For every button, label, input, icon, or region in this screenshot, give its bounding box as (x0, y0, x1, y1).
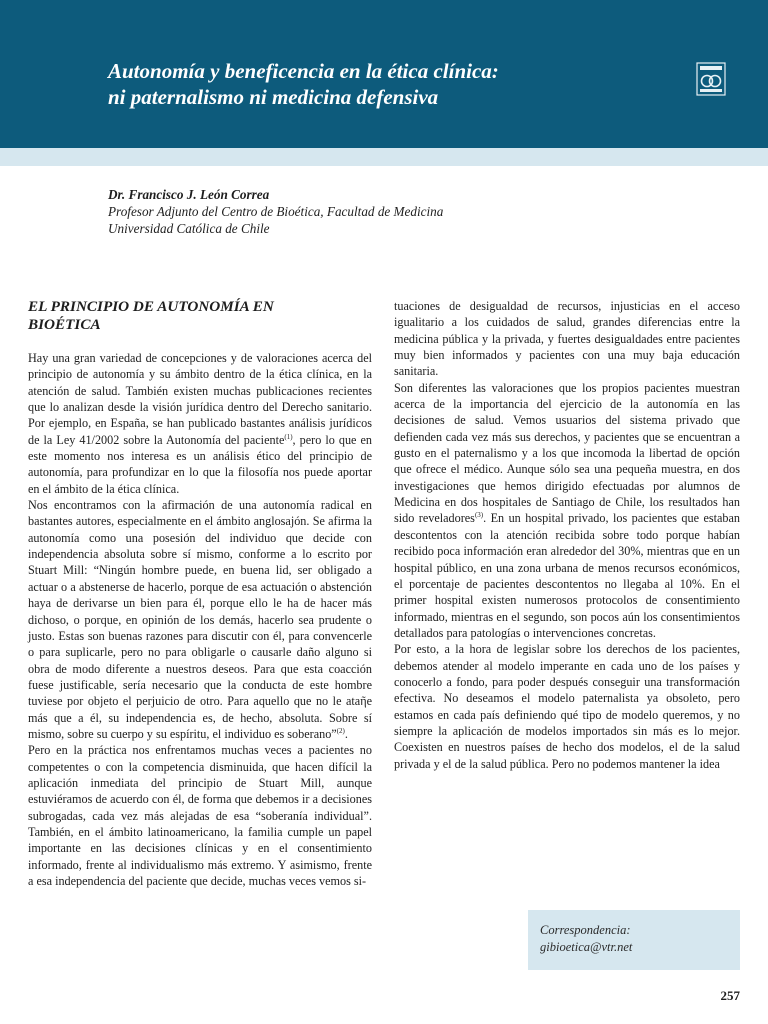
section-title-line-2: BIOÉTICA (28, 316, 101, 333)
author-block (108, 186, 668, 237)
paragraph-text: , pero lo que en este momento nos interesa es un análisis ético del principio de autonomía, para profundizar en lo que la filosofía nos puede aportar en el ámbito de la ética clínica. (28, 432, 372, 496)
article-title (108, 58, 668, 110)
author-name: Dr. Francisco J. León Correa (108, 187, 270, 202)
correspondence-email[interactable]: gibioetica@vtr.net (540, 940, 633, 954)
paragraph (28, 350, 372, 497)
article-title-line-2: ni paternalismo ni medicina defensiva (108, 85, 439, 109)
paragraph: Pero en la práctica nos enfrentamos muchas veces a pacientes no competentes o con la competencia disminuida, que hacen difícil la aplicación inmediata del principio de Stuart Mill, aunque estuviéramos de acuerdo con él, de forma que debemos ir a decisiones subrogadas, cada vez más alejadas de esa “soberanía individual”. También, en el ámbito latinoamericano, la familia cumple un papel importante en las decisiones clínicas y en el consentimiento informado, frente al individualismo más extremo. Y asimismo, frente a esa independencia del paciente que decide, muchas veces vemos si- (28, 743, 372, 888)
author-institution: Universidad Católica de Chile (108, 221, 270, 236)
reference-marker: (2) (336, 726, 345, 735)
header-strip (0, 148, 768, 166)
page-number: 257 (720, 988, 740, 1003)
section-title-line-1: EL PRINCIPIO DE AUTONOMÍA EN (28, 298, 274, 315)
paragraph: Por esto, a la hora de legislar sobre los derechos de los pacientes, debemos atender al modelo imperante en cada uno de los países y conocerlo a fondo, para poder después conseguir una transformación efectiva. No deseamos el modelo paternalista ya obsoleto, pero estamos en cada país definiendo qué tipo de modelo queremos, y no siempre la aplicación de modelos importados sin más es lo mejor. Coexisten en nuestros países de hecho dos modelos, el de la salud privada y el de la salud pública. Pero no podemos mantener la idea (394, 642, 740, 771)
paragraph (394, 380, 740, 642)
right-column (394, 298, 740, 772)
paragraph: tuaciones de desigualdad de recursos, injusticias en el acceso igualitario a los cuidados de salud, grandes diferencias entre la medicina pública y la privada, y fuertes desigualdades entre pacientes muy bien informados y pacientes con una muy baja educación sanitaria. (394, 299, 740, 379)
paragraph-text: Nos encontramos con la afirmación de una autonomía radical en bastantes autores, especialmente en el ámbito anglosajón. Se afirma la autonomía como una posesión del individuo que decide con independencia absoluta sobre sí mismo, conforme a lo escrito por Stuart Mill: “Ningún hombre puede, en buena lid, ser obligado a actuar o a abstenerse de hacerlo, porque de esa actuación o abstención haya de derivarse un bien para él, porque ello le ha de hacer más dichoso, o porque, en opinión de los demás, hacerlo sea prudente o justo. Estas son buenas razones para discutir con él, para convencerle o para suplicarle, pero no para obligarle o causarle daño alguno si obra de modo diferente a nuestros deseos. Para que esta coacción fuese justificable, sería necesario que la conducta de este hombre tuviese por objeto el perjuicio de otro. Para aquello que no le ataῆe más que a él, su independencia es, de hecho, absoluta. Sobre sí mismo, sobre su cuerpo y su espíritu, el individuo es soberano” (28, 498, 372, 741)
correspondence-box (528, 910, 740, 970)
paragraph-text: . (344, 726, 348, 741)
article-title-line-1: Autonomía y beneficencia en la ética clínica: (108, 59, 499, 83)
paragraph-text: . En un hospital privado, los pacientes que estaban descontentos con la atención recibida sobre todo porque habían recibido poca información eran alrededor del 30%, mientras que en un hospital público, en una zona urbana de menos recursos económicos, el porcentaje de pacientes descontentos no llegaba al 10%. En el primer hospital existen numerosos protocolos de consentimiento informado, mientras en el segundo, son pocos aún los consentimientos detallados para patologías o intervenciones concretas. (394, 511, 740, 640)
reference-marker: (3) (474, 511, 484, 520)
journal-crest-icon (696, 62, 726, 96)
reference-marker: (1) (284, 432, 293, 441)
section-title (28, 298, 372, 334)
left-column (28, 298, 372, 889)
paragraph-text: Hay una gran variedad de concepciones y de valoraciones acerca del principio de autonomía y su ámbito dentro de la ética clínica, en la atención de salud. También existen muchas publicaciones recientes que lo analizan desde la visión jurídica dentro del Derecho sanitario. Por ejemplo, en España, se han publicado bastantes análisis jurídicos de la Ley 41/2002 sobre la Autonomía del paciente (28, 351, 372, 447)
paragraph-text: Son diferentes las valoraciones que los propios pacientes muestran acerca de la importancia del ejercicio de la autonomía en las decisiones de salud. Vemos usuarios del sistema privado que defienden cada vez más sus derechos, y pacientes que se encuentran a gusto en el paternalismo y a los que incomoda la libertad de opción que ofrece el médico. Aunque sólo sea una pequeña muestra, en dos investigaciones que hemos dirigido efectuadas por alumnos de Medicina en dos hospitales de Santiago de Chile, los resultados han sido reveladores (394, 380, 740, 526)
author-position: Profesor Adjunto del Centro de Bioética, Facultad de Medicina (108, 204, 444, 219)
paragraph (28, 497, 372, 742)
correspondence-label: Correspondencia: (540, 923, 631, 937)
